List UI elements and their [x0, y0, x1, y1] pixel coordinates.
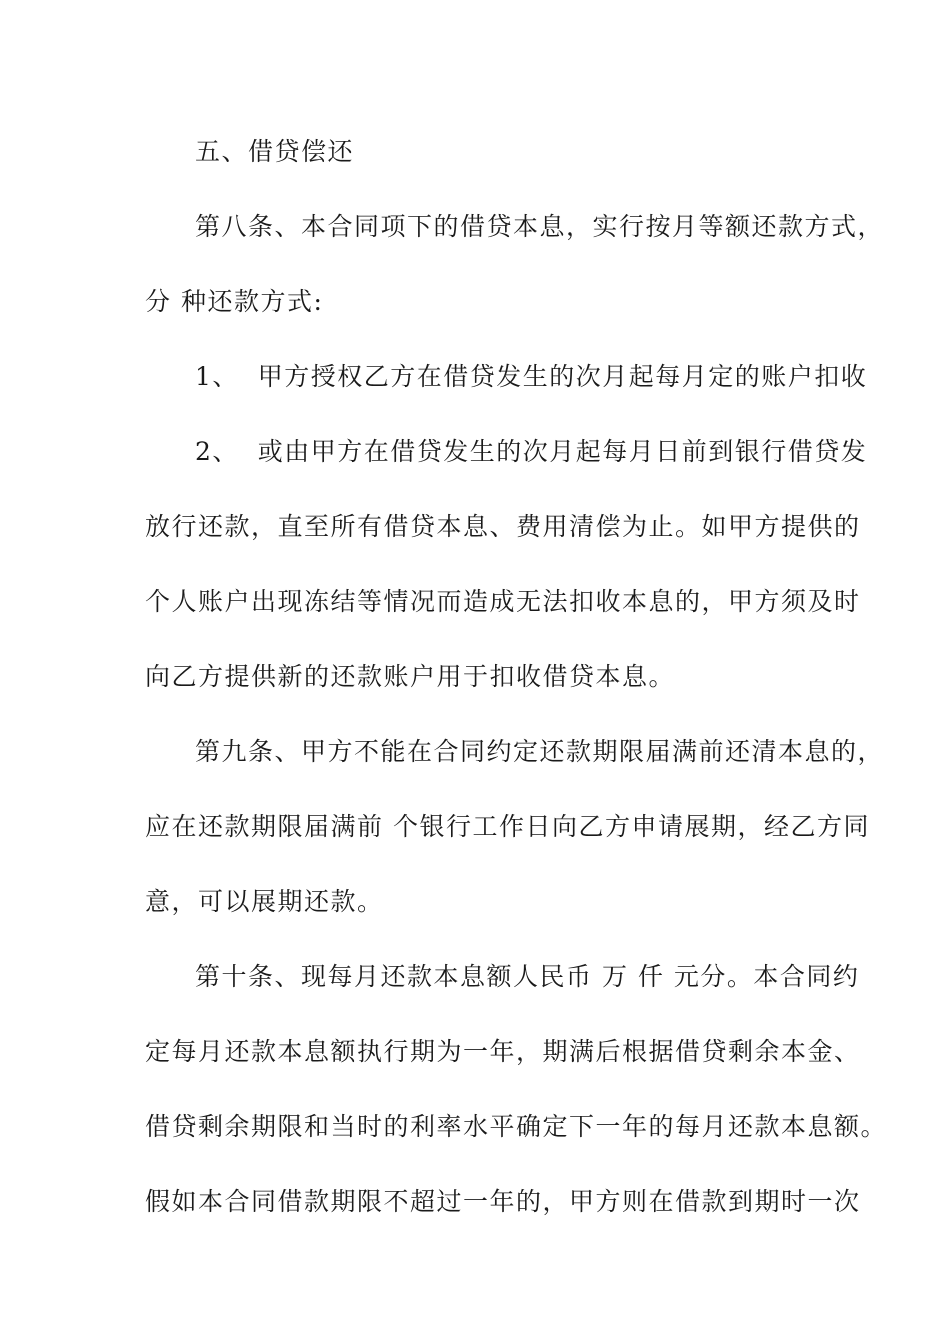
paragraph-line: 个人账户出现冻结等情况而造成无法扣收本息的，甲方须及时 [145, 587, 861, 616]
list-item: 2、 或由甲方在借贷发生的次月起每月日前到银行借贷发 [195, 437, 868, 466]
paragraph-line: 假如本合同借款期限不超过一年的，甲方则在借款到期时一次 [145, 1187, 861, 1216]
list-item: 1、 甲方授权乙方在借贷发生的次月起每月定的账户扣收 [195, 362, 868, 391]
paragraph-line: 分 种还款方式: [145, 287, 324, 316]
paragraph-line: 向乙方提供新的还款账户用于扣收借贷本息。 [145, 662, 676, 691]
paragraph-line: 第十条、现每月还款本息额人民币 万 仟 元分。本合同约 [195, 962, 860, 991]
paragraph-line: 第九条、甲方不能在合同约定还款期限届满前还清本息的， [195, 737, 885, 766]
paragraph-line: 应在还款期限届满前 个银行工作日向乙方申请展期，经乙方同 [145, 812, 870, 841]
section-heading: 五、借贷偿还 [195, 137, 355, 166]
paragraph-line: 定每月还款本息额执行期为一年，期满后根据借贷剩余本金、 [145, 1037, 861, 1066]
paragraph-line: 第八条、本合同项下的借贷本息，实行按月等额还款方式， [195, 212, 885, 241]
paragraph-line: 意，可以展期还款。 [145, 887, 384, 916]
paragraph-line: 借贷剩余期限和当时的利率水平确定下一年的每月还款本息额。 [145, 1112, 888, 1141]
paragraph-line: 放行还款，直至所有借贷本息、费用清偿为止。如甲方提供的 [145, 512, 861, 541]
